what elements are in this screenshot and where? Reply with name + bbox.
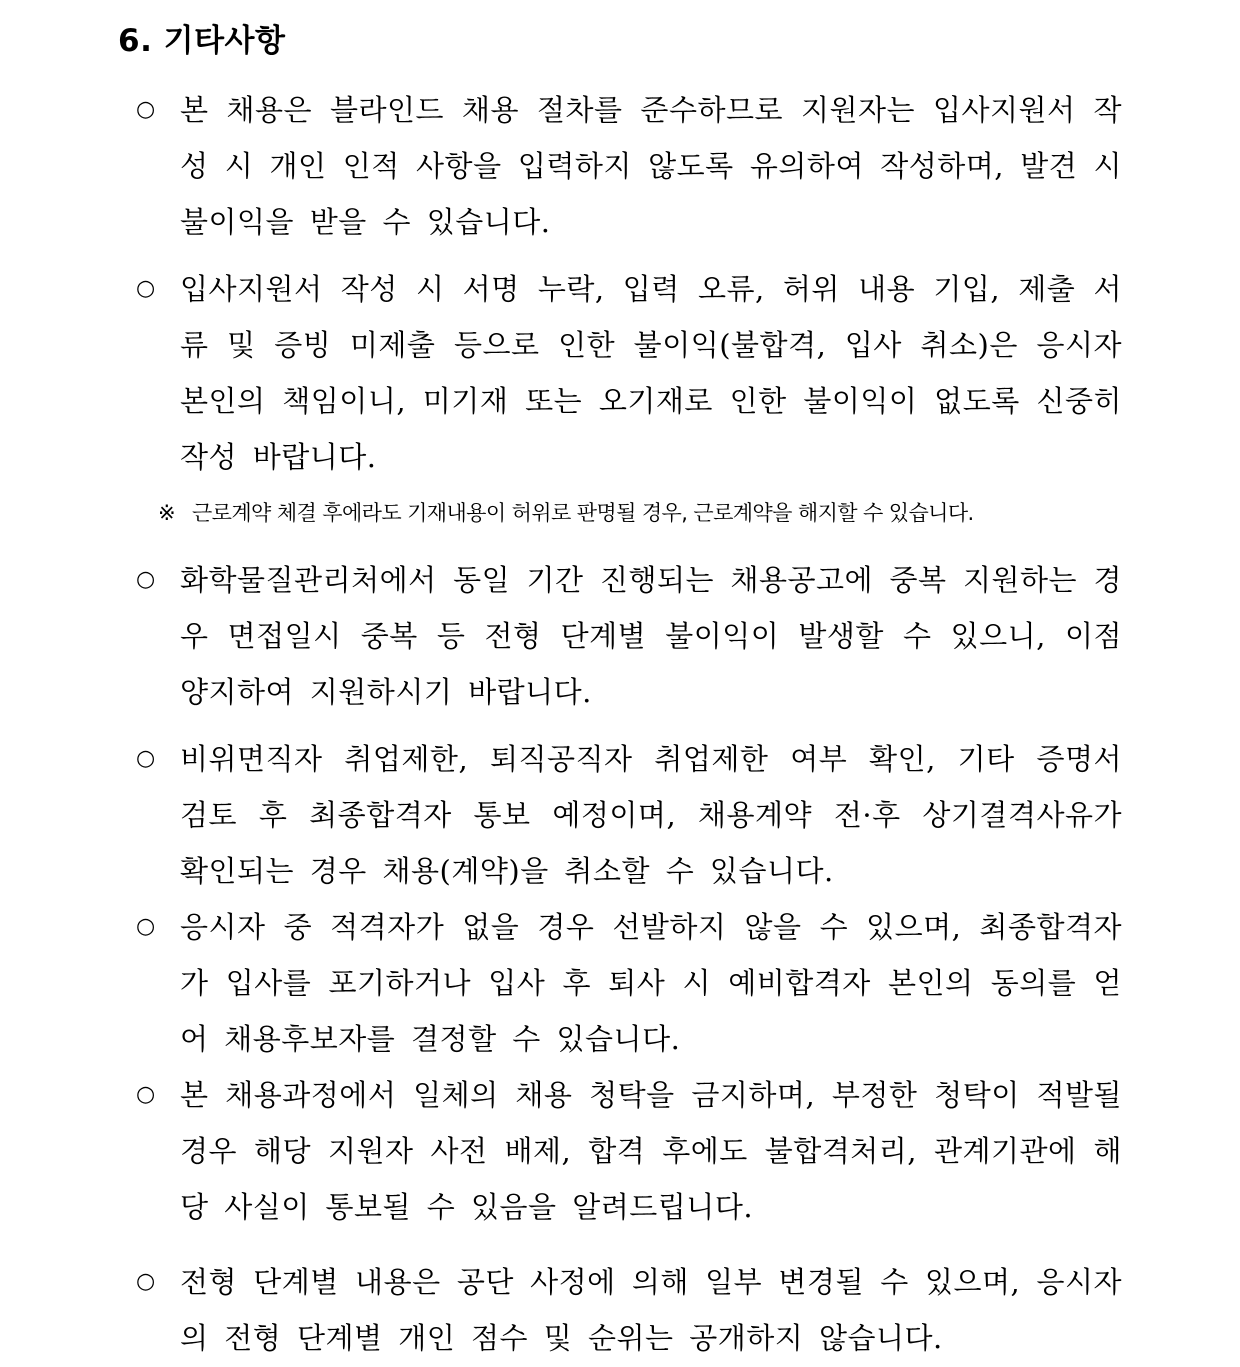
- bullet-circle-icon: ○: [136, 276, 156, 301]
- item-text: 입사지원서 작성 시 서명 누락, 입력 오류, 허위 내용 기입, 제출 서류 및 증빙 미제출 등으로 인한 불이익(불합격, 입사 취소)은 응시자 본인의 책임이니, 미기재 또는 오기재로 인한 불이익이 없도록 신중히 작성 바랍니다.: [180, 272, 1122, 474]
- bullet-circle-icon: ○: [136, 567, 156, 592]
- bullet-circle-icon: ○: [136, 1082, 156, 1107]
- bullet-circle-icon: ○: [136, 97, 156, 122]
- bullet-circle-icon: ○: [136, 914, 156, 939]
- bullet-circle-icon: ○: [136, 746, 156, 771]
- footnote-text: 근로계약 체결 후에라도 기재내용이 허위로 판명될 경우, 근로계약을 해지할 수 있습니다.: [192, 501, 974, 525]
- item-text: 비위면직자 취업제한, 퇴직공직자 취업제한 여부 확인, 기타 증명서 검토 후 최종합격자 통보 예정이며, 채용계약 전·후 상기결격사유가 확인되는 경우 채용(계약)을 취소할 수 있습니다.: [180, 742, 1122, 888]
- bullet-circle-icon: ○: [136, 1269, 156, 1294]
- item-text: 전형 단계별 내용은 공단 사정에 의해 일부 변경될 수 있으며, 응시자의 전형 단계별 개인 점수 및 순위는 공개하지 않습니다.: [180, 1265, 1122, 1355]
- footnote: [158, 496, 1128, 530]
- reference-mark-icon: ※: [158, 501, 175, 525]
- item-text: 화학물질관리처에서 동일 기간 진행되는 채용공고에 중복 지원하는 경우 면접일시 중복 등 전형 단계별 불이익이 발생할 수 있으니, 이점 양지하여 지원하시기 바랍니다.: [180, 563, 1122, 709]
- item-text: 응시자 중 적격자가 없을 경우 선발하지 않을 수 있으며, 최종합격자가 입사를 포기하거나 입사 후 퇴사 시 예비합격자 본인의 동의를 얻어 채용후보자를 결정할 수 있습니다.: [180, 910, 1122, 1056]
- section-title: 6. 기타사항: [118, 23, 286, 59]
- item-text: 본 채용과정에서 일체의 채용 청탁을 금지하며, 부정한 청탁이 적발될 경우 해당 지원자 사전 배제, 합격 후에도 불합격처리, 관계기관에 해당 사실이 통보될 수 있음을 알려드립니다.: [180, 1078, 1122, 1224]
- item-text: 본 채용은 블라인드 채용 절차를 준수하므로 지원자는 입사지원서 작성 시 개인 인적 사항을 입력하지 않도록 유의하여 작성하며, 발견 시 불이익을 받을 수 있습니다.: [180, 93, 1122, 239]
